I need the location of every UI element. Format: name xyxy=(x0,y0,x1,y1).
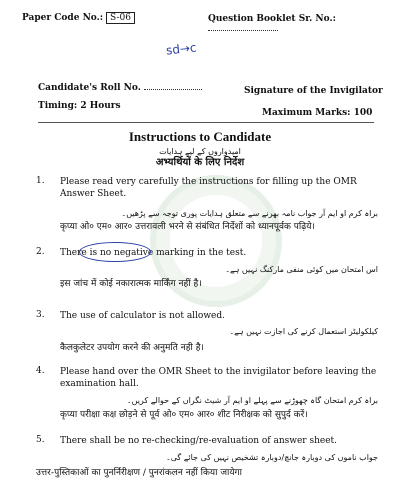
roll-number-label: Candidate's Roll No. xyxy=(38,83,141,93)
instruction-urdu: براہ کرم او ایم آر جواب نامہ بھرنے سے متعلق ہدایات پوری توجہ سے پڑھیں۔ xyxy=(121,209,378,218)
instruction-hindi: कृप्या ओ० एम० आर० उत्तरावली भरने से संबंधित निर्देशों को ध्यानपूर्वक पढ़िये। xyxy=(60,222,315,232)
instruction-urdu: جواب ناموں کی دوبارہ جانچ/دوبارہ تشخیص نہیں کی جائے گی۔ xyxy=(166,453,378,462)
instruction-hindi: कैलकुलेटर उपयोग करने की अनुमति नही है। xyxy=(60,343,204,353)
instruction-circled-text: is no negative xyxy=(89,248,154,258)
roll-number xyxy=(38,83,202,93)
handwritten-note: sd→c xyxy=(165,40,198,58)
instruction-urdu: براہ کرم امتحان گاہ چھوڑنے سے پہلے او ایم آر شیٹ نگراں کے حوالے کریں۔ xyxy=(126,396,378,405)
roll-number-line xyxy=(144,89,202,90)
instruction-hindi: कृप्या परीक्षा कक्ष छोड़ने से पूर्व ओ० एम० आर० शीट निरीक्षक को सुपुर्द करें। xyxy=(60,410,308,420)
item-number: 2. xyxy=(36,247,45,257)
max-marks: Maximum Marks: 100 xyxy=(262,108,373,118)
header-divider xyxy=(38,122,374,123)
paper-code-value: S-06 xyxy=(106,12,135,24)
booklet-serial-line xyxy=(208,30,278,31)
instruction-urdu: اس امتحان میں کوئی منفی مارکنگ نہیں ہے۔ xyxy=(225,265,378,274)
item-number: 3. xyxy=(36,310,45,320)
instruction-text-part: marking in the test. xyxy=(153,248,247,258)
instruction-urdu: کیلکولیٹر استعمال کرنے کی اجازت نہیں ہے۔ xyxy=(229,327,378,336)
instructions-title-urdu: امیدواروں کے لیے ہدایات xyxy=(159,147,241,156)
item-number: 4. xyxy=(36,366,45,376)
paper-code xyxy=(22,12,135,24)
pen-circle-annotation xyxy=(79,242,151,262)
instruction-hindi: उत्तर-पुस्तिकाओं का पुनर्निरीक्षण / पुनरांकलन नहीं किया जायेगा xyxy=(36,468,242,478)
item-number: 5. xyxy=(36,435,45,445)
paper-code-label: Paper Code No.: xyxy=(22,13,104,23)
booklet-serial-label: Question Booklet Sr. No.: xyxy=(208,14,336,24)
booklet-serial xyxy=(208,14,400,34)
instructions-title: Instructions to Candidate xyxy=(128,129,272,144)
instruction-english: The use of calculator is not allowed. xyxy=(60,311,226,321)
item-number: 1. xyxy=(36,176,45,186)
instruction-text-part: There xyxy=(60,248,90,258)
instruction-english: There shall be no re-checking/re-evaluation of answer sheet. xyxy=(60,436,338,446)
invigilator-signature-label: Signature of the Invigilator xyxy=(244,86,383,96)
instruction-english: Please hand over the OMR Sheet to the invigilator before leaving the examination hall. xyxy=(60,367,377,389)
instruction-english: Please read very carefully the instructions for filling up the OMR Answer Sheet. xyxy=(60,177,357,199)
instruction-hindi: इस जांच में कोई नकारात्मक मार्किंग नहीं है। xyxy=(60,279,202,289)
timing: Timing: 2 Hours xyxy=(38,101,121,111)
instructions-title-hindi: अभ्यर्थियों के लिए निर्देश xyxy=(155,157,245,168)
